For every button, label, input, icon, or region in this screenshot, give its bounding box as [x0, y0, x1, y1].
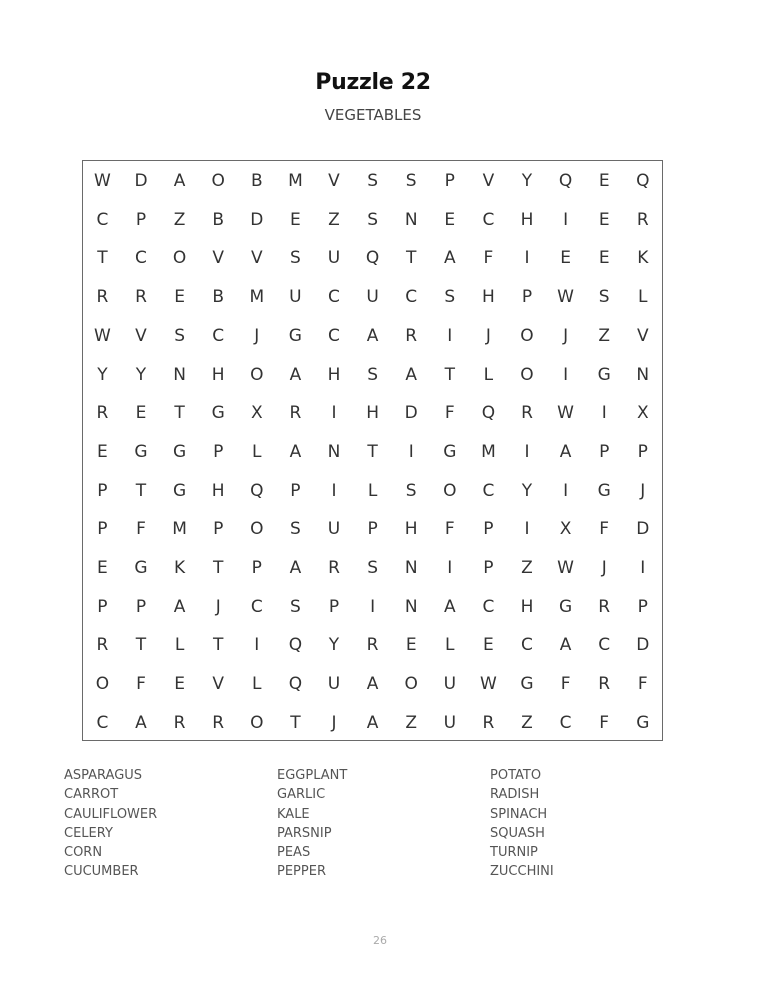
grid-cell[interactable]: E — [560, 248, 571, 269]
grid-row — [83, 239, 662, 278]
grid-cell[interactable]: U — [327, 248, 341, 269]
word-list-item: SQUASH — [490, 825, 545, 841]
grid-cell[interactable]: L — [638, 287, 648, 308]
grid-cell[interactable]: I — [601, 403, 607, 424]
grid-cell[interactable]: H — [366, 403, 379, 424]
word-list-item: RADISH — [490, 787, 540, 803]
grid-cell[interactable]: E — [444, 209, 456, 230]
grid-cell[interactable]: B — [212, 287, 225, 308]
grid-cell[interactable]: U — [443, 712, 457, 733]
grid-cell[interactable]: P — [251, 558, 262, 578]
grid-cell[interactable]: G — [172, 480, 187, 501]
grid-cell[interactable]: G — [134, 558, 148, 578]
grid-cell[interactable]: J — [215, 596, 221, 617]
grid-cell[interactable]: I — [524, 248, 530, 269]
grid-cell[interactable]: C — [96, 209, 109, 230]
grid-cell[interactable]: S — [290, 248, 301, 269]
grid-cell[interactable]: A — [289, 558, 302, 578]
puzzle-subtitle: VEGETABLES — [324, 106, 422, 124]
grid-cell[interactable]: R — [96, 635, 109, 656]
grid-row — [83, 433, 662, 472]
grid-cell[interactable]: O — [250, 712, 264, 733]
grid-cell[interactable]: F — [136, 674, 146, 695]
grid-cell[interactable]: D — [636, 635, 650, 656]
grid-cell[interactable]: H — [482, 287, 495, 308]
grid-cell[interactable]: Q — [481, 403, 496, 424]
grid-cell[interactable]: E — [97, 558, 108, 578]
grid-cell[interactable]: O — [520, 325, 534, 346]
grid-cell[interactable]: I — [370, 596, 376, 617]
grid-cell[interactable]: W — [93, 325, 111, 346]
grid-cell[interactable]: L — [445, 635, 455, 656]
grid-cell[interactable]: C — [212, 325, 225, 346]
grid-cell[interactable]: F — [444, 403, 455, 424]
grid-cell[interactable]: O — [404, 674, 418, 695]
grid-cell[interactable]: W — [557, 287, 574, 308]
grid-cell[interactable]: J — [640, 480, 646, 501]
grid-cell[interactable]: S — [174, 325, 185, 346]
word-list-item: CAULIFLOWER — [64, 806, 158, 822]
word-list-item: ASPARAGUS — [64, 768, 143, 783]
word-list-item: PEPPER — [277, 864, 326, 880]
grid-cell[interactable]: M — [481, 441, 496, 462]
grid-cell[interactable]: A — [366, 712, 379, 733]
grid-cell[interactable]: Y — [135, 364, 147, 385]
grid-cell[interactable]: R — [289, 403, 302, 424]
word-list-item: CELERY — [64, 825, 113, 841]
grid-cell[interactable]: W — [93, 171, 111, 191]
grid-cell[interactable]: G — [520, 674, 534, 695]
grid-cell[interactable]: M — [249, 287, 265, 308]
grid-cell[interactable]: C — [328, 287, 340, 308]
grid-cell[interactable]: K — [174, 558, 186, 578]
grid-cell[interactable]: S — [405, 171, 417, 191]
grid-cell[interactable]: W — [557, 403, 574, 424]
grid-cell[interactable]: V — [636, 325, 649, 346]
grid-cell[interactable]: I — [447, 325, 453, 346]
grid-cell[interactable]: J — [563, 325, 569, 346]
grid-cell[interactable]: F — [136, 519, 146, 540]
grid-row — [83, 665, 662, 704]
grid-cell[interactable]: P — [328, 596, 340, 617]
grid-cell[interactable]: U — [289, 287, 302, 308]
puzzle-title: Puzzle 22 — [315, 70, 431, 95]
word-list-item: GARLIC — [277, 787, 326, 803]
grid-cell[interactable]: H — [211, 364, 225, 385]
grid-cell[interactable]: H — [211, 480, 225, 501]
grid-cell[interactable]: P — [483, 519, 494, 540]
grid-cell[interactable]: P — [444, 171, 455, 191]
grid-cell[interactable]: C — [521, 635, 533, 656]
grid-cell[interactable]: N — [636, 364, 650, 385]
grid-cell[interactable]: D — [636, 519, 650, 540]
grid-cell[interactable]: R — [96, 287, 109, 308]
grid-cell[interactable]: K — [637, 248, 649, 269]
grid-cell[interactable]: A — [443, 596, 456, 617]
grid-cell[interactable]: C — [482, 480, 495, 501]
grid-cell[interactable]: A — [366, 674, 379, 695]
grid-cell[interactable]: P — [213, 441, 224, 462]
grid-cell[interactable]: E — [598, 248, 610, 269]
grid-cell[interactable]: P — [637, 441, 648, 462]
grid-cell[interactable]: A — [173, 596, 186, 617]
grid-cell[interactable]: E — [405, 635, 417, 656]
grid-cell[interactable]: N — [327, 441, 341, 462]
grid-row — [83, 356, 662, 395]
grid-cell[interactable]: R — [521, 403, 533, 424]
grid-cell[interactable]: P — [97, 596, 108, 617]
grid-row — [83, 472, 662, 511]
grid-cell[interactable]: W — [479, 674, 497, 695]
word-column — [277, 766, 347, 882]
grid-cell[interactable]: A — [173, 171, 186, 191]
grid-cell[interactable]: G — [636, 712, 650, 733]
grid-cell[interactable]: S — [290, 519, 301, 540]
grid-row — [83, 278, 662, 317]
grid-cell[interactable]: L — [252, 441, 262, 462]
grid-cell[interactable]: V — [482, 171, 495, 191]
grid-cell[interactable]: R — [173, 712, 186, 733]
grid-cell[interactable]: G — [597, 480, 611, 501]
grid-cell[interactable]: S — [367, 171, 378, 191]
grid-row — [83, 588, 662, 627]
grid-cell[interactable]: P — [290, 480, 301, 501]
grid-cell[interactable]: A — [443, 248, 456, 269]
grid-cell[interactable]: I — [563, 364, 569, 385]
word-list-item: CARROT — [64, 787, 119, 803]
word-list-item: KALE — [277, 806, 310, 822]
grid-cell[interactable]: X — [559, 519, 572, 540]
grid-cell[interactable]: N — [404, 209, 418, 230]
grid-cell[interactable]: G — [558, 596, 573, 617]
grid-cell[interactable]: D — [404, 403, 418, 424]
grid-cell[interactable]: C — [405, 287, 418, 308]
grid-cell[interactable]: X — [636, 403, 649, 424]
grid-cell[interactable]: G — [172, 441, 187, 462]
grid-cell[interactable]: A — [559, 635, 572, 656]
grid-cell[interactable]: S — [367, 364, 378, 385]
grid-cell[interactable]: R — [212, 712, 225, 733]
grid-cell[interactable]: O — [520, 364, 534, 385]
grid-cell[interactable]: S — [405, 480, 417, 501]
grid-cell[interactable]: O — [172, 248, 187, 269]
grid-cell[interactable]: J — [254, 325, 260, 346]
grid-cell[interactable]: U — [443, 674, 457, 695]
letter-grid — [82, 160, 663, 741]
grid-cell[interactable]: D — [134, 171, 148, 191]
word-list-item: PEAS — [277, 845, 311, 861]
word-list-item: CUCUMBER — [64, 864, 139, 880]
grid-cell[interactable]: I — [563, 480, 569, 501]
grid-cell[interactable]: N — [404, 558, 418, 578]
grid-cell[interactable]: R — [328, 558, 340, 578]
grid-cell[interactable]: X — [250, 403, 263, 424]
grid-cell[interactable]: Q — [365, 248, 380, 269]
grid-cell[interactable]: T — [367, 441, 378, 462]
grid-cell[interactable]: S — [367, 209, 378, 230]
grid-row — [83, 549, 662, 588]
grid-cell[interactable]: O — [211, 171, 225, 191]
grid-cell[interactable]: E — [135, 403, 147, 424]
grid-cell[interactable]: M — [172, 519, 187, 540]
grid-cell[interactable]: L — [252, 674, 262, 695]
grid-cell[interactable]: E — [97, 441, 108, 462]
grid-cell[interactable]: C — [598, 635, 611, 656]
word-list-item: TURNIP — [490, 845, 538, 861]
grid-cell[interactable]: F — [444, 519, 455, 540]
grid-cell[interactable]: A — [366, 325, 379, 346]
grid-cell[interactable]: T — [135, 480, 147, 501]
grid-cell[interactable]: P — [97, 519, 108, 540]
grid-cell[interactable]: W — [557, 558, 574, 578]
grid-cell[interactable]: E — [174, 674, 185, 695]
grid-cell[interactable]: Z — [521, 712, 533, 733]
grid-cell[interactable]: R — [598, 596, 611, 617]
grid-cell[interactable]: O — [95, 674, 110, 695]
grid-cell[interactable]: C — [482, 596, 495, 617]
grid-cell[interactable]: Q — [636, 171, 650, 191]
grid-cell[interactable]: U — [327, 674, 341, 695]
grid-cell[interactable]: I — [331, 403, 337, 424]
grid-cell[interactable]: Q — [250, 480, 264, 501]
grid-cell[interactable]: T — [213, 635, 224, 656]
grid-cell[interactable]: G — [597, 364, 611, 385]
word-list-item: POTATO — [490, 768, 542, 783]
grid-cell[interactable]: R — [135, 287, 147, 308]
grid-row — [83, 626, 662, 665]
grid-cell[interactable]: V — [212, 674, 225, 695]
page-number: 26 — [373, 934, 387, 947]
grid-cell[interactable]: N — [173, 364, 186, 385]
grid-row — [83, 162, 662, 201]
grid-cell[interactable]: R — [405, 325, 418, 346]
grid-cell[interactable]: C — [559, 712, 572, 733]
grid-cell[interactable]: E — [598, 171, 610, 191]
word-column — [490, 766, 554, 882]
grid-cell[interactable]: Z — [521, 558, 533, 578]
grid-cell[interactable]: F — [560, 674, 571, 695]
grid-cell[interactable]: T — [135, 635, 147, 656]
grid-cell[interactable]: L — [483, 364, 494, 385]
word-column — [64, 766, 157, 882]
grid-row — [83, 201, 662, 240]
grid-row — [83, 510, 662, 549]
grid-cell[interactable]: F — [637, 674, 648, 695]
grid-cell[interactable]: U — [366, 287, 379, 308]
grid-cell[interactable]: P — [135, 209, 147, 230]
grid-cell[interactable]: I — [563, 209, 569, 230]
grid-cell[interactable]: O — [443, 480, 457, 501]
grid-cell[interactable]: Z — [405, 712, 418, 733]
grid-cell[interactable]: Q — [288, 674, 303, 695]
grid-cell[interactable]: J — [601, 558, 607, 578]
grid-cell[interactable]: H — [327, 364, 341, 385]
grid-cell[interactable]: C — [96, 712, 109, 733]
grid-cell[interactable]: F — [599, 712, 610, 733]
grid-cell[interactable]: P — [637, 596, 648, 617]
word-list-item: SPINACH — [490, 806, 548, 822]
grid-cell[interactable]: E — [290, 209, 301, 230]
grid-cell[interactable]: D — [250, 209, 264, 230]
grid-cell[interactable]: P — [599, 441, 610, 462]
grid-cell[interactable]: S — [367, 558, 378, 578]
grid-cell[interactable]: S — [290, 596, 301, 617]
grid-cell[interactable]: Z — [173, 209, 186, 230]
grid-cell[interactable]: I — [524, 441, 530, 462]
grid-cell[interactable]: S — [598, 287, 610, 308]
grid-cell[interactable]: I — [447, 558, 453, 578]
grid-cell[interactable]: T — [406, 248, 417, 269]
grid-cell[interactable]: G — [134, 441, 148, 462]
grid-cell[interactable]: P — [135, 596, 147, 617]
word-list-item: CORN — [64, 845, 103, 861]
grid-cell[interactable]: A — [405, 364, 418, 385]
grid-row — [83, 704, 662, 743]
grid-cell[interactable]: V — [212, 248, 225, 269]
grid-cell[interactable]: U — [327, 519, 341, 540]
grid-cell[interactable]: P — [213, 519, 224, 540]
grid-cell[interactable]: J — [485, 325, 491, 346]
grid-cell[interactable]: P — [97, 480, 108, 501]
grid-cell[interactable]: T — [97, 248, 108, 269]
grid-cell[interactable]: F — [599, 519, 610, 540]
grid-cell[interactable]: I — [408, 441, 414, 462]
grid-cell[interactable]: B — [212, 209, 225, 230]
grid-cell[interactable]: T — [213, 558, 224, 578]
grid-cell[interactable]: E — [174, 287, 185, 308]
grid-cell[interactable]: I — [640, 558, 646, 578]
grid-cell[interactable]: A — [559, 441, 572, 462]
grid-cell[interactable]: R — [96, 403, 109, 424]
grid-cell[interactable]: R — [366, 635, 379, 656]
grid-cell[interactable]: I — [524, 519, 530, 540]
grid-cell[interactable]: J — [331, 712, 337, 733]
grid-cell[interactable]: S — [444, 287, 456, 308]
grid-cell[interactable]: Z — [598, 325, 611, 346]
grid-cell[interactable]: T — [444, 364, 455, 385]
grid-cell[interactable]: P — [367, 519, 378, 540]
grid-cell[interactable]: I — [254, 635, 260, 656]
grid-cell[interactable]: Q — [288, 635, 303, 656]
grid-cell[interactable]: V — [328, 171, 340, 191]
grid-cell[interactable]: T — [290, 712, 301, 733]
grid-cell[interactable]: C — [135, 248, 147, 269]
grid-cell[interactable]: P — [521, 287, 533, 308]
grid-cell[interactable]: A — [289, 364, 302, 385]
grid-cell[interactable]: E — [598, 209, 610, 230]
grid-cell[interactable]: L — [174, 635, 185, 656]
grid-cell[interactable]: O — [250, 364, 264, 385]
grid-cell[interactable]: N — [404, 596, 418, 617]
grid-cell[interactable]: R — [636, 209, 649, 230]
grid-cell[interactable]: E — [483, 635, 494, 656]
grid-cell[interactable]: G — [288, 325, 302, 346]
grid-cell[interactable]: Q — [558, 171, 573, 191]
grid-row — [83, 317, 662, 356]
grid-cell[interactable]: A — [289, 441, 302, 462]
grid-cell[interactable]: G — [211, 403, 225, 424]
word-list-item: EGGPLANT — [277, 768, 348, 783]
grid-cell[interactable]: Y — [328, 635, 340, 656]
word-list-item: ZUCCHINI — [490, 864, 554, 880]
grid-cell[interactable]: F — [483, 248, 494, 269]
grid-cell[interactable]: L — [367, 480, 378, 501]
grid-cell[interactable]: I — [331, 480, 337, 501]
grid-cell[interactable]: A — [135, 712, 147, 733]
grid-cell[interactable]: O — [250, 519, 264, 540]
grid-cell[interactable]: T — [174, 403, 185, 424]
grid-cell[interactable]: H — [404, 519, 418, 540]
grid-cell[interactable]: B — [250, 171, 263, 191]
grid-cell[interactable]: Y — [521, 480, 533, 501]
grid-cell[interactable]: H — [520, 596, 534, 617]
grid-row — [83, 394, 662, 433]
grid-cell[interactable]: R — [482, 712, 495, 733]
grid-cell[interactable]: C — [328, 325, 340, 346]
grid-cell[interactable]: Y — [97, 364, 108, 385]
grid-cell[interactable]: P — [483, 558, 494, 578]
word-list-item: PARSNIP — [277, 825, 332, 841]
grid-cell[interactable]: R — [598, 674, 611, 695]
grid-cell[interactable]: V — [250, 248, 263, 269]
grid-cell[interactable]: Y — [521, 171, 533, 191]
grid-cell[interactable]: G — [443, 441, 457, 462]
grid-cell[interactable]: C — [250, 596, 263, 617]
grid-cell[interactable]: V — [135, 325, 147, 346]
grid-cell[interactable]: M — [288, 171, 303, 191]
grid-cell[interactable]: Z — [328, 209, 340, 230]
grid-cell[interactable]: H — [520, 209, 534, 230]
grid-cell[interactable]: C — [482, 209, 495, 230]
